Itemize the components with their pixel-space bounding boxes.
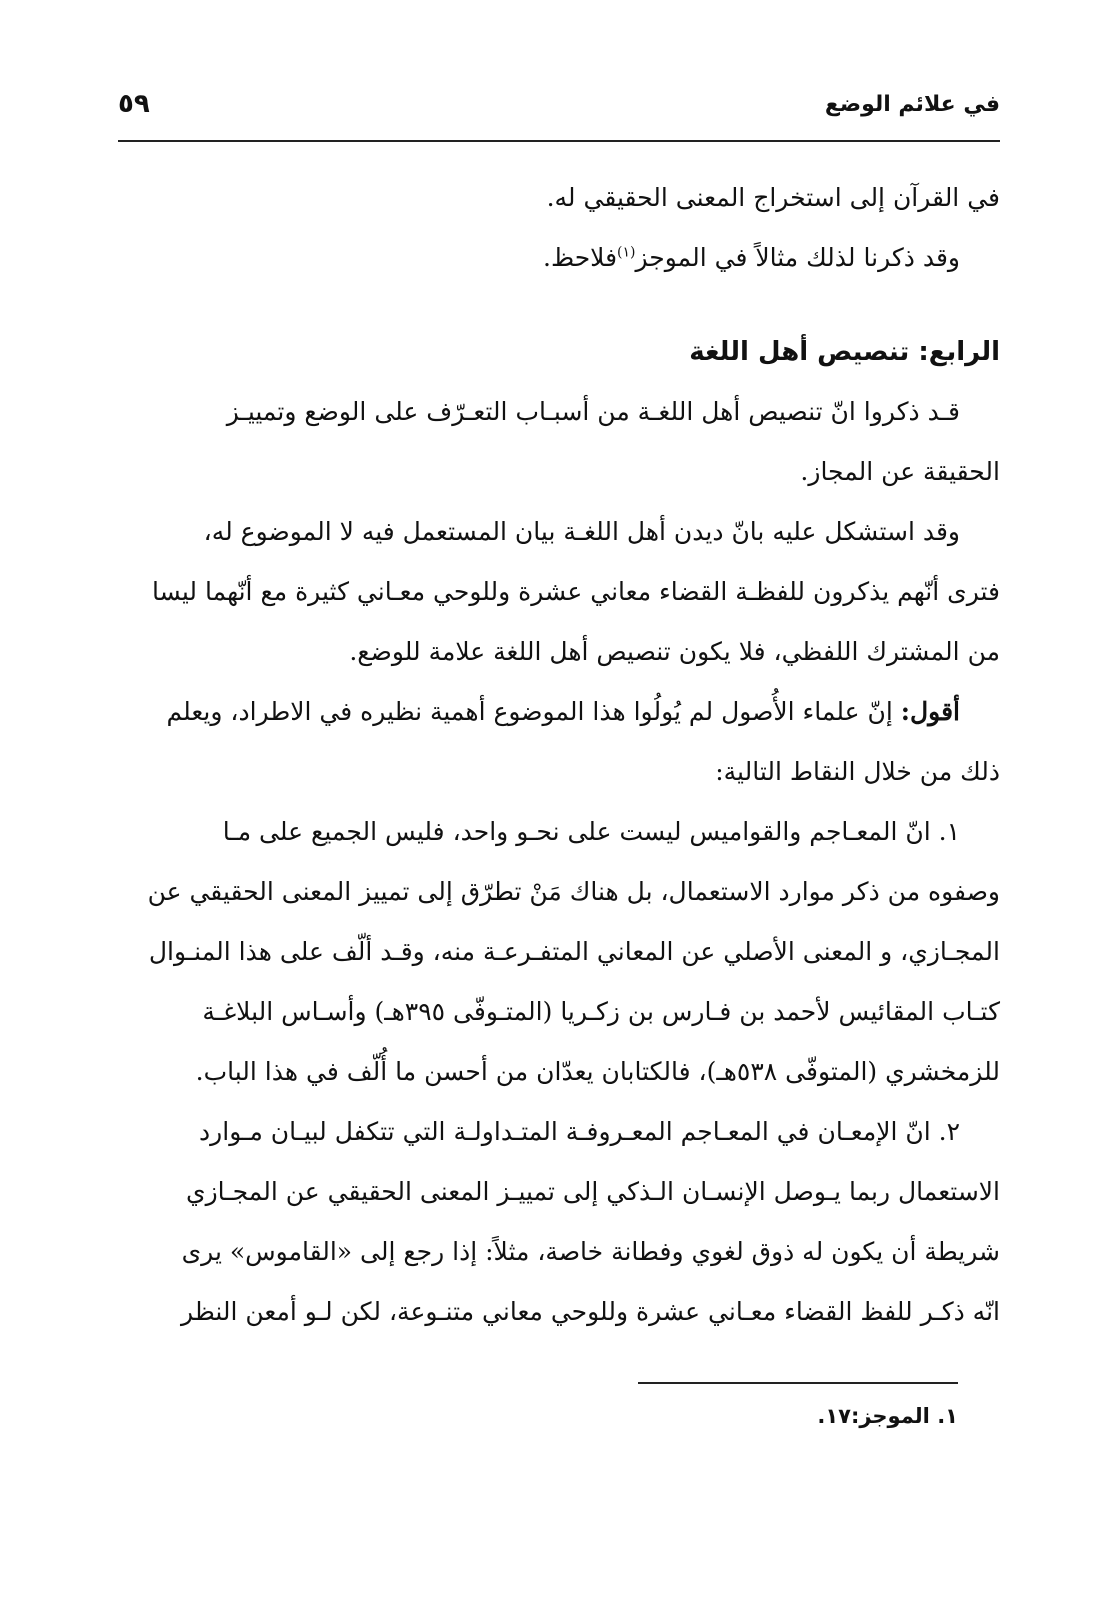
footnote-divider	[638, 1382, 958, 1384]
footnote-reference[interactable]: (١)	[617, 244, 636, 261]
paragraph-text: إنّ علماء الأُصول لم يُولُوا هذا الموضوع أهمية نظيره في الاطراد، ويعلم	[166, 697, 893, 726]
paragraph-line: قـد ذكروا انّ تنصيص أهل اللغـة من أسبـاب التعـرّف على الوضع وتمييـز	[226, 397, 960, 426]
paragraph-line: في القرآن إلى استخراج المعنى الحقيقي له.	[546, 183, 1000, 212]
lead-word: أقول:	[900, 697, 960, 726]
paragraph-line	[108, 682, 1000, 742]
list-item-line: المجـازي، و المعنى الأصلي عن المعاني المتفـرعـة منه، وقـد ألّف على هذا المنـوال	[148, 937, 1000, 966]
page-body	[108, 168, 1000, 1342]
paragraph-line: وقد استشكل عليه بانّ ديدن أهل اللغـة بيان المستعمل فيه لا الموضوع له،	[203, 517, 960, 546]
paragraph-text: فلاحظ.	[543, 243, 618, 272]
header-divider	[118, 140, 1000, 142]
spacer	[108, 288, 1000, 322]
list-item-line: للزمخشري (المتوفّى ٥٣٨هـ)، فالكتابان يعدّان من أحسن ما أُلّف في هذا الباب.	[195, 1057, 1000, 1086]
paragraph-line: من المشترك اللفظي، فلا يكون تنصيص أهل اللغة علامة للوضع.	[349, 637, 1000, 666]
footnote: ١. الموجز:١٧.	[817, 1404, 958, 1428]
section-heading: الرابع: تنصيص أهل اللغة	[689, 337, 1000, 367]
paragraph-line: ذلك من خلال النقاط التالية:	[715, 757, 1000, 786]
running-head	[118, 80, 1000, 128]
running-title: في علائم الوضع	[824, 91, 1000, 117]
paragraph-line: فترى أنّهم يذكرون للفظـة القضاء معاني عشرة وللوحي معـاني كثيرة مع أنّهما ليسا	[151, 577, 1000, 606]
list-item-line: وصفوه من ذكر موارد الاستعمال، بل هناك مَنْ تطرّق إلى تمييز المعنى الحقيقي عن	[147, 877, 1000, 906]
list-item-line: انّه ذكـر للفظ القضاء معـاني عشرة وللوحي معاني متنـوعة، لكن لـو أمعن النظر	[181, 1297, 1000, 1326]
list-item-line: الاستعمال ربما يـوصل الإنسـان الـذكي إلى تمييـز المعنى الحقيقي عن المجـازي	[186, 1177, 1000, 1206]
list-item-line: شريطة أن يكون له ذوق لغوي وفطانة خاصة، مثلاً: إذا رجع إلى «القاموس» يرى	[181, 1237, 1000, 1266]
list-item-line: كتـاب المقائيس لأحمد بن فـارس بن زكـريا (المتـوفّى ٣٩٥هـ) وأسـاس البلاغـة	[202, 997, 1000, 1026]
paragraph-line: الحقيقة عن المجاز.	[800, 457, 1000, 486]
list-item-line: ٢. انّ الإمعـان في المعـاجم المعـروفـة المتـداولـة التي تتكفل لبيـان مـوارد	[199, 1117, 960, 1146]
page-number: ٥٩	[118, 89, 150, 119]
paragraph-text: وقد ذكرنا لذلك مثالاً في الموجز	[635, 243, 960, 272]
list-item-line: ١. انّ المعـاجم والقواميس ليست على نحـو واحد، فليس الجميع على مـا	[222, 817, 960, 846]
paragraph-line	[108, 228, 1000, 288]
